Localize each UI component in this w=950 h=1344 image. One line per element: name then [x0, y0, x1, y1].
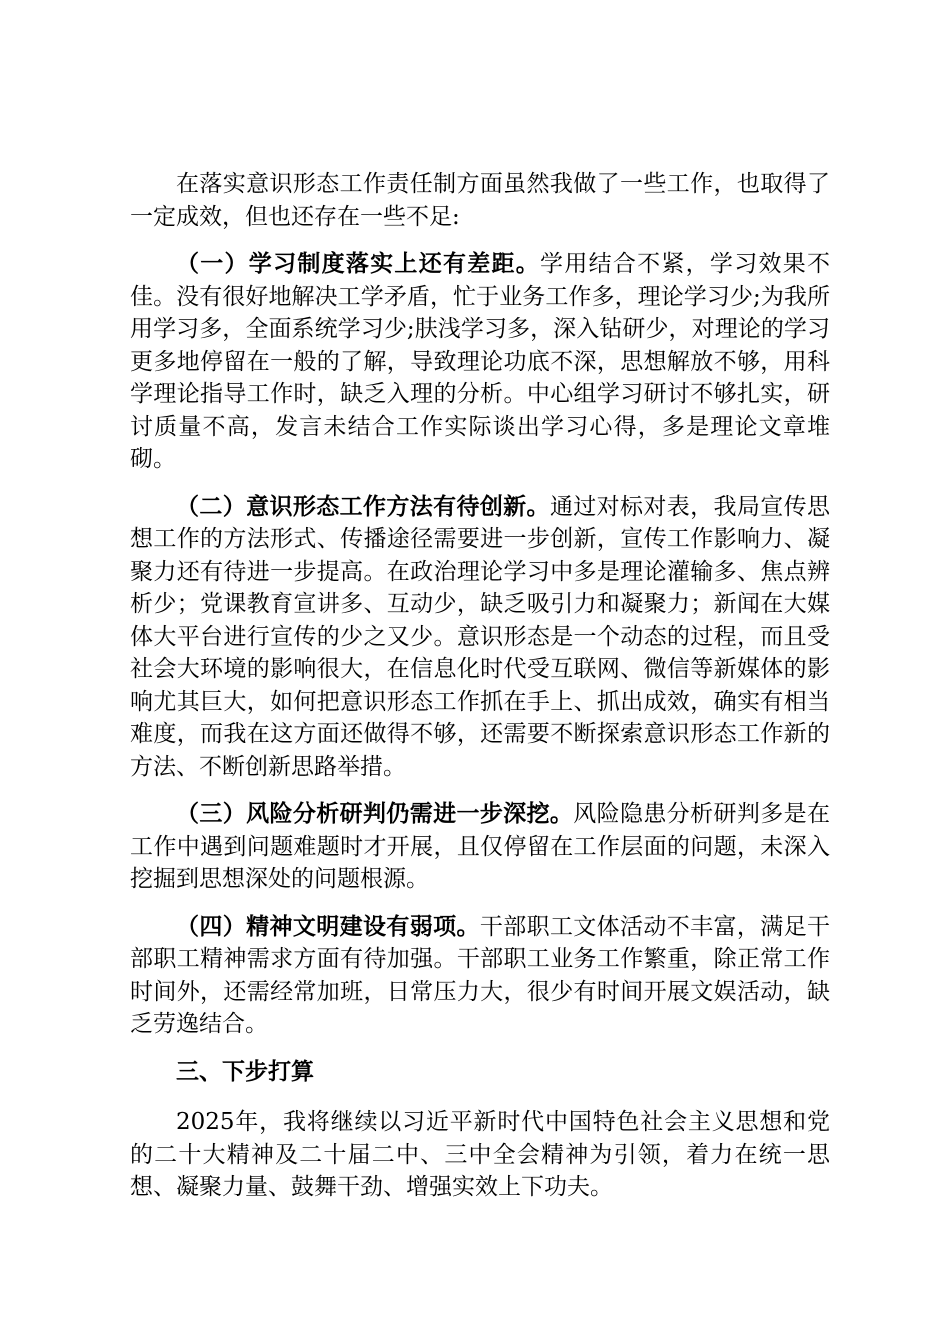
intro-paragraph: 在落实意识形态工作责任制方面虽然我做了一些工作，也取得了一定成效，但也还存在一些不足:	[130, 171, 830, 230]
issue-heading-4: （四）精神文明建设有弱项。	[176, 913, 480, 940]
issue-paragraph-2	[130, 491, 830, 784]
issue-heading-3: （三）风险分析研判仍需进一步深挖。	[176, 801, 574, 827]
issue-text-1: 学用结合不紧，学习效果不佳。没有很好地解决工学矛盾，忙于业务工作多，理论学习少;为我所用学习多，全面系统学习少;肤浅学习多，深入钻研少，对理论的学习更多地停留在一般的了解，导致理论功底不深，思想解放不够，用科学理论指导工作时，缺乏入理的分析。中心组学习研讨不够扎实，研讨质量不高，发言未结合工作实际谈出学习心得，多是理论文章堆砌。	[130, 251, 831, 472]
document-body	[130, 168, 830, 1219]
issue-text-4: 干部职工文体活动不丰富，满足干部职工精神需求方面有待加强。干部职工业务工作繁重，除正常工作时间外，还需经常加班，日常压力大，很少有时间开展文娱活动，缺乏劳逸结合。	[130, 913, 831, 1037]
issue-paragraph-1	[130, 248, 830, 476]
closing-paragraph: 2025年，我将继续以习近平新时代中国特色社会主义思想和党的二十大精神及二十届二中、三中全会精神为引领，着力在统一思想、凝聚力量、鼓舞干劲、增强实效上下功夫。	[130, 1109, 830, 1200]
issue-heading-2: （二）意识形态工作方法有待创新。	[176, 493, 550, 520]
issue-text-3: 风险隐患分析研判多是在工作中遇到问题难题时才开展，且仅停留在工作层面的问题，未深入挖掘到思想深处的问题根源。	[130, 801, 831, 892]
issue-paragraph-3	[130, 798, 830, 896]
issue-text-2: 通过对标对表，我局宣传思想工作的方法形式、传播途径需要进一步创新，宣传工作影响力、凝聚力还有待进一步提高。在政治理论学习中多是理论灌输多、焦点辨析少；党课教育宣讲多、互动少，缺乏吸引力和凝聚力；新闻在大媒体大平台进行宣传的少之又少。意识形态是一个动态的过程，而且受社会大环境的影响很大，在信息化时代受互联网、微信等新媒体的影响尤其巨大，如何把意识形态工作抓在手上、抓出成效，确实有相当难度，而我在这方面还做得不够，还需要不断探索意识形态工作新的方法、不断创新思路举措。	[130, 493, 831, 780]
section-heading: 三、下步打算	[176, 1058, 314, 1085]
issue-paragraph-4	[130, 911, 830, 1041]
issue-heading-1: （一）学习制度落实上还有差距。	[176, 251, 541, 277]
